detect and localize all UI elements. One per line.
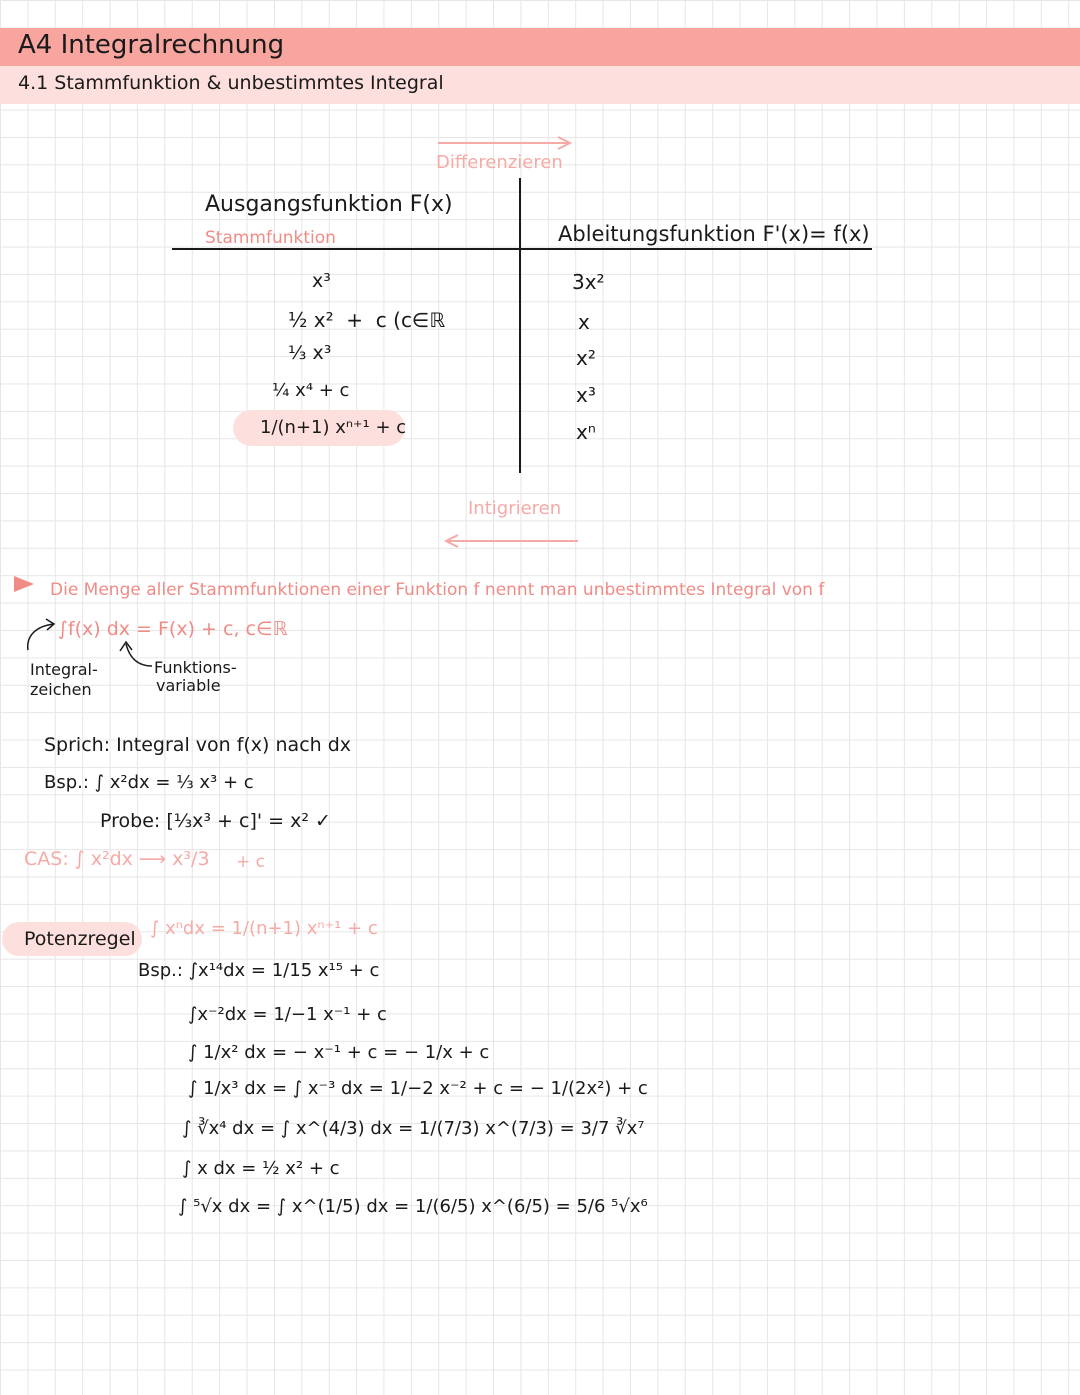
table-row-right: xⁿ [576,420,596,444]
power-rule-formula: ∫ xⁿdx = 1/(n+1) xⁿ⁺¹ + c [150,918,378,939]
variable-label: variable [156,676,221,695]
table-horizontal-line [172,248,872,250]
differentiate-label: Differenzieren [436,152,563,173]
table-row-left: 1/(n+1) xⁿ⁺¹ + c [260,417,407,438]
left-column-subheader: Stammfunktion [205,228,336,248]
definition-text: Die Menge aller Stammfunktionen einer Funktion f nennt man unbestimmtes Integral von f [50,580,825,600]
table-row-right: x³ [576,383,596,407]
table-row-left: ¼ x⁴ + c [272,380,350,401]
integral-sign-label: zeichen [30,680,92,699]
table-row-left: ⅓ x³ [288,342,332,364]
table-row-right: 3x² [572,270,605,294]
check-line: Probe: [⅓x³ + c]' = x² ✓ [100,810,331,832]
table-row-left: x³ [312,270,331,292]
table-row-right: x² [576,346,596,370]
power-rule-example: ∫ ⁵√x dx = ∫ x^(1/5) dx = 1/(6/5) x^(6/5) = 5/6 ⁵√x⁶ [178,1196,648,1217]
right-arrow-icon [436,134,576,152]
cas-tail: + c [236,852,265,872]
table-row-right: x [578,310,590,334]
example-line: Bsp.: ∫ x²dx = ⅓ x³ + c [44,772,254,793]
power-rule-example: ∫ 1/x² dx = − x⁻¹ + c = − 1/x + c [188,1042,490,1063]
power-rule-example: Bsp.: ∫x¹⁴dx = 1/15 x¹⁵ + c [138,960,380,981]
page-title: A4 Integralrechnung [18,30,285,60]
power-rule-example: ∫x⁻²dx = 1/−1 x⁻¹ + c [188,1004,387,1025]
table-row-left: ½ x² + c (c∈ℝ [288,308,446,332]
power-rule-example: ∫ x dx = ½ x² + c [182,1158,340,1179]
integral-sign-label: Integral- [30,660,98,679]
left-arrow-icon [440,532,582,550]
power-rule-label: Potenzregel [24,928,136,950]
integral-formula: ∫f(x) dx = F(x) + c, c∈ℝ [58,618,288,640]
table-vertical-line [519,178,521,473]
power-rule-example: ∫ ∛x⁴ dx = ∫ x^(4/3) dx = 1/(7/3) x^(7/3) = 3/7 ∛x⁷ [182,1118,645,1139]
bullet-triangle-icon [12,574,36,594]
page-subtitle: 4.1 Stammfunktion & unbestimmtes Integral [18,72,444,94]
power-rule-example: ∫ 1/x³ dx = ∫ x⁻³ dx = 1/−2 x⁻² + c = − 1/(2x²) + c [188,1078,648,1099]
spoken-form: Sprich: Integral von f(x) nach dx [44,734,352,756]
right-column-header: Ableitungsfunktion F'(x)= f(x) [558,222,870,246]
left-column-header: Ausgangsfunktion F(x) [205,192,453,217]
variable-label: Funktions- [154,658,237,677]
integrate-label: Intigrieren [468,498,562,519]
curved-arrow-icon [20,614,60,654]
cas-line: CAS: ∫ x²dx ⟶ x³/3 [24,848,210,870]
